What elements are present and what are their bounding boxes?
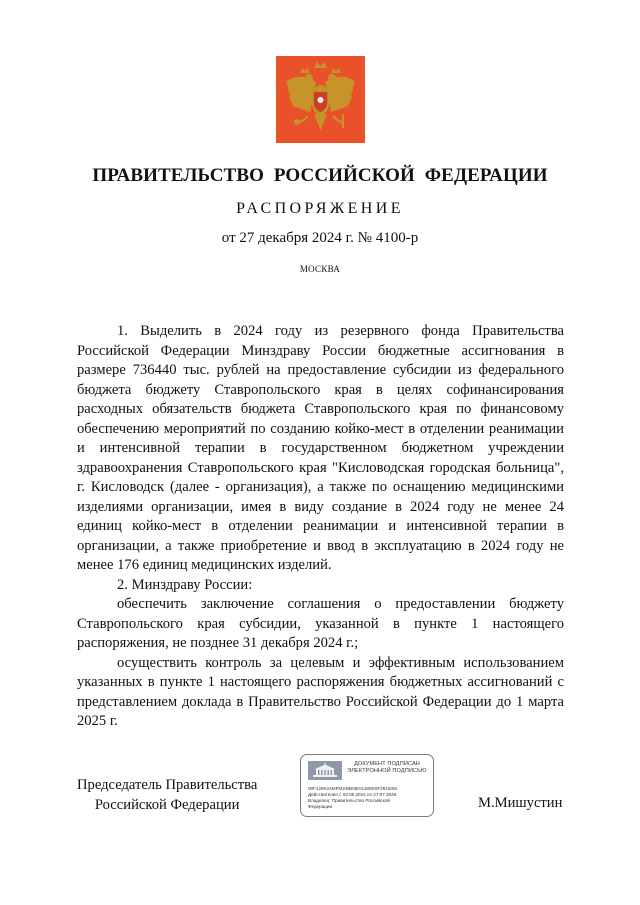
stamp-heading-line1: ДОКУМЕНТ ПОДПИСАН — [354, 761, 420, 767]
signer-position-line2: Российской Федерации — [94, 796, 240, 813]
stamp-owner-line2: Федерации — [308, 804, 333, 809]
government-title: ПРАВИТЕЛЬСТВО РОССИЙСКОЙ ФЕДЕРАЦИИ — [92, 165, 548, 186]
document-date-number: от 27 декабря 2024 г. № 4100-р — [221, 230, 419, 246]
paragraph-3: обеспечить заключение соглашения о предоставлении бюджету Ставропольского края субсидии, указанной в пункте 1 настоящего распоряжения, не позднее 31 декабря 2024 г.; — [77, 596, 564, 651]
stamp-certificate-info — [308, 786, 432, 810]
signer-position-line1: Председатель Правительства — [77, 777, 258, 793]
stamp-owner-line1: Владелец: Правительство Российской — [308, 798, 390, 803]
stamp-heading — [343, 761, 431, 775]
government-building-icon — [308, 761, 342, 780]
stamp-validity: Действителен с 03.05.2024 по 27.07.2025 — [308, 792, 397, 797]
document-body — [77, 322, 564, 732]
stamp-heading-line2: ЭЛЕКТРОННОЙ ПОДПИСЬЮ — [347, 768, 427, 774]
electronic-signature-stamp — [300, 754, 434, 817]
stamp-certificate-number: 00F129K24MFM24BE5E01189D0F26160M — [308, 786, 397, 791]
document-type: РАСПОРЯЖЕНИЕ — [236, 200, 404, 217]
signer-name: М.Мишустин — [478, 795, 563, 811]
document-city: МОСКВА — [299, 264, 341, 274]
coat-of-arms-icon — [276, 56, 365, 143]
paragraph-1: 1. Выделить в 2024 году из резервного фонда Правительства Российской Федерации Минздраву России бюджетные ассигнования в размере 736440 тыс. рублей на предоставление субсидии из федерального бюджета бюджету Ставропольского края в целях софинансирования расходных обязательств бюджета Ставропольского края по финансовому обеспечению мероприятий по созданию койко-мест в отделении реанимации и интенсивной терапии в государственном бюджетном учреждении здравоохранения Ставропольского края "Кисловодская городская больница", г. Кисловодск (далее - организация), а также по оснащению медицинскими изделиями организации, имея в виду создание в 2024 году не менее 24 единиц койко-мест в отделении реанимации и интенсивной терапии в организации, а также приобретение и ввод в эксплуатацию в 2024 году не менее 176 единиц медицинских изделий. — [77, 323, 564, 573]
signer-position — [77, 776, 257, 815]
paragraph-4: осуществить контроль за целевым и эффективным использованием указанных в пункте 1 настоящего распоряжения бюджетных ассигнований с представлением доклада в Правительство Российской Федерации до 1 марта 2025 г. — [77, 654, 564, 729]
paragraph-2: 2. Минздраву России: — [117, 576, 253, 593]
